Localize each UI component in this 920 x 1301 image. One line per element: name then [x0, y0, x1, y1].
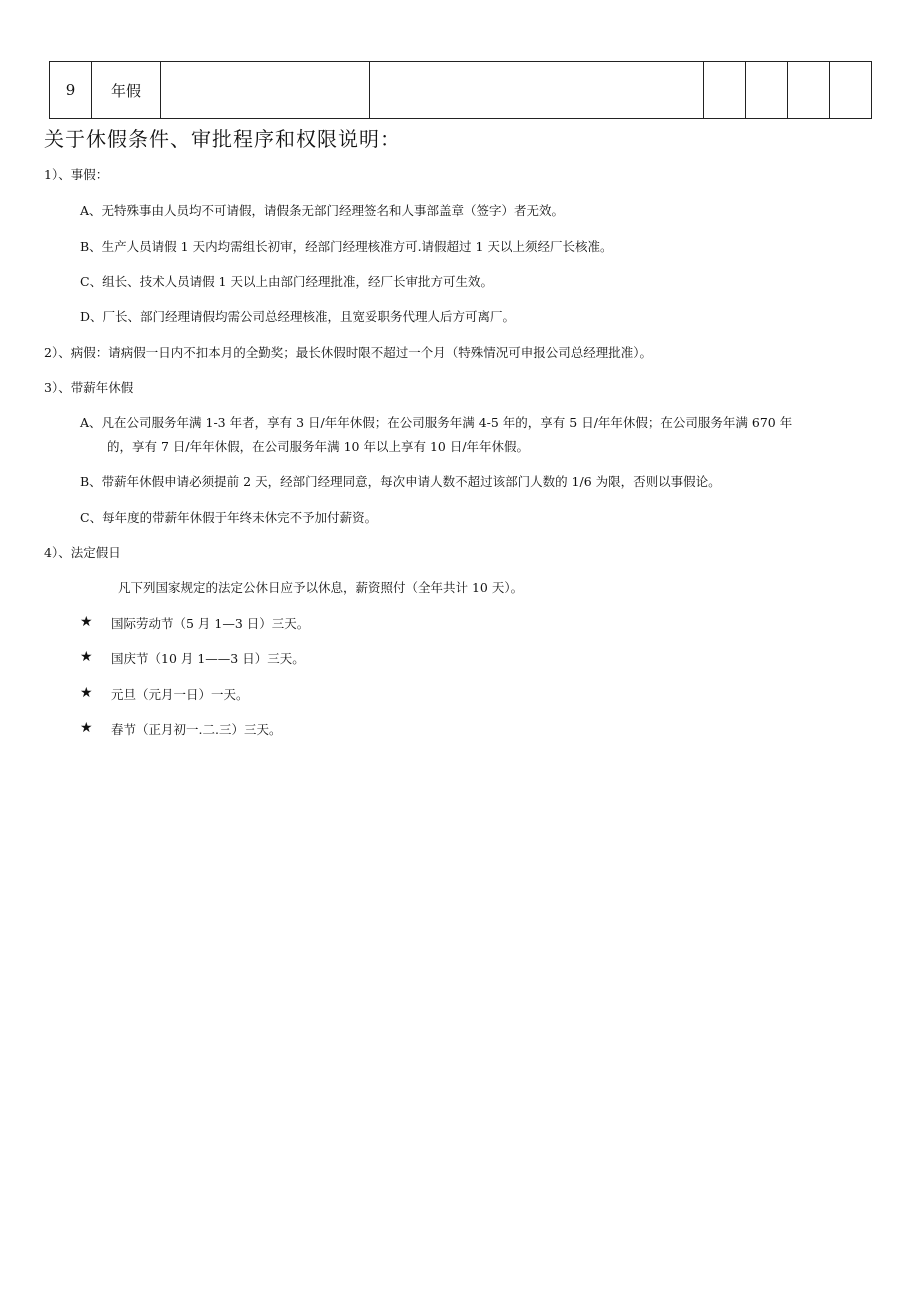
holiday-item: 国际劳动节（5 月 1—3 日）三天。 [111, 616, 310, 631]
section-2-heading: 2）、病假：请病假一日内不扣本月的全勤奖；最长休假时限不超过一个月（特殊情况可申报公司总经理批准）。 [44, 345, 652, 360]
page-title: 关于休假条件、审批程序和权限说明： [44, 127, 401, 151]
holiday-item: 春节（正月初一.二.三）三天。 [111, 722, 282, 737]
section-3-heading: 3）、带薪年休假 [44, 380, 134, 395]
leave-type: 年假 [92, 62, 161, 119]
holiday-item: 元旦（元月一日）一天。 [111, 687, 249, 702]
section-1-item-c: C、组长、技术人员请假 1 天以上由部门经理批准，经厂长审批方可生效。 [80, 274, 493, 289]
section-3-item-a-line2: 的，享有 7 日/年年休假，在公司服务年满 10 年以上享有 10 日/年年休假。 [107, 439, 530, 454]
empty-cell [746, 62, 788, 119]
section-4-intro: 凡下列国家规定的法定公休日应予以休息，薪资照付（全年共计 10 天）。 [118, 580, 524, 595]
section-1-heading: 1）、事假： [44, 167, 109, 182]
section-1-item-a: A、无特殊事由人员均不可请假，请假条无部门经理签名和人事部盖章（签字）者无效。 [80, 203, 565, 218]
row-number: 9 [50, 62, 92, 119]
star-icon: ★ [80, 649, 93, 665]
leave-table [49, 61, 872, 119]
section-3-item-b: B、带薪年休假申请必须提前 2 天，经部门经理同意，每次申请人数不超过该部门人数的 1/6 为限，否则以事假论。 [80, 474, 721, 489]
section-3-item-a-line1: A、凡在公司服务年满 1-3 年者，享有 3 日/年年休假；在公司服务年满 4-5 年的，享有 5 日/年年休假；在公司服务年满 670 年 [80, 415, 793, 430]
star-icon: ★ [80, 685, 93, 701]
star-icon: ★ [80, 614, 93, 630]
section-1-item-b: B、生产人员请假 1 天内均需组长初审，经部门经理核准方可.请假超过 1 天以上须经厂长核准。 [80, 239, 613, 254]
empty-cell [788, 62, 830, 119]
empty-cell [161, 62, 370, 119]
empty-cell [830, 62, 872, 119]
star-icon: ★ [80, 720, 93, 736]
empty-cell [704, 62, 746, 119]
table-row [50, 62, 872, 119]
holiday-item: 国庆节（10 月 1——3 日）三天。 [111, 651, 305, 666]
section-3-item-c: C、每年度的带薪年休假于年终未休完不予加付薪资。 [80, 510, 378, 525]
section-4-heading: 4）、法定假日 [44, 545, 121, 560]
section-1-item-d: D、厂长、部门经理请假均需公司总经理核准，且宽妥职务代理人后方可离厂。 [80, 309, 516, 324]
empty-cell [370, 62, 704, 119]
